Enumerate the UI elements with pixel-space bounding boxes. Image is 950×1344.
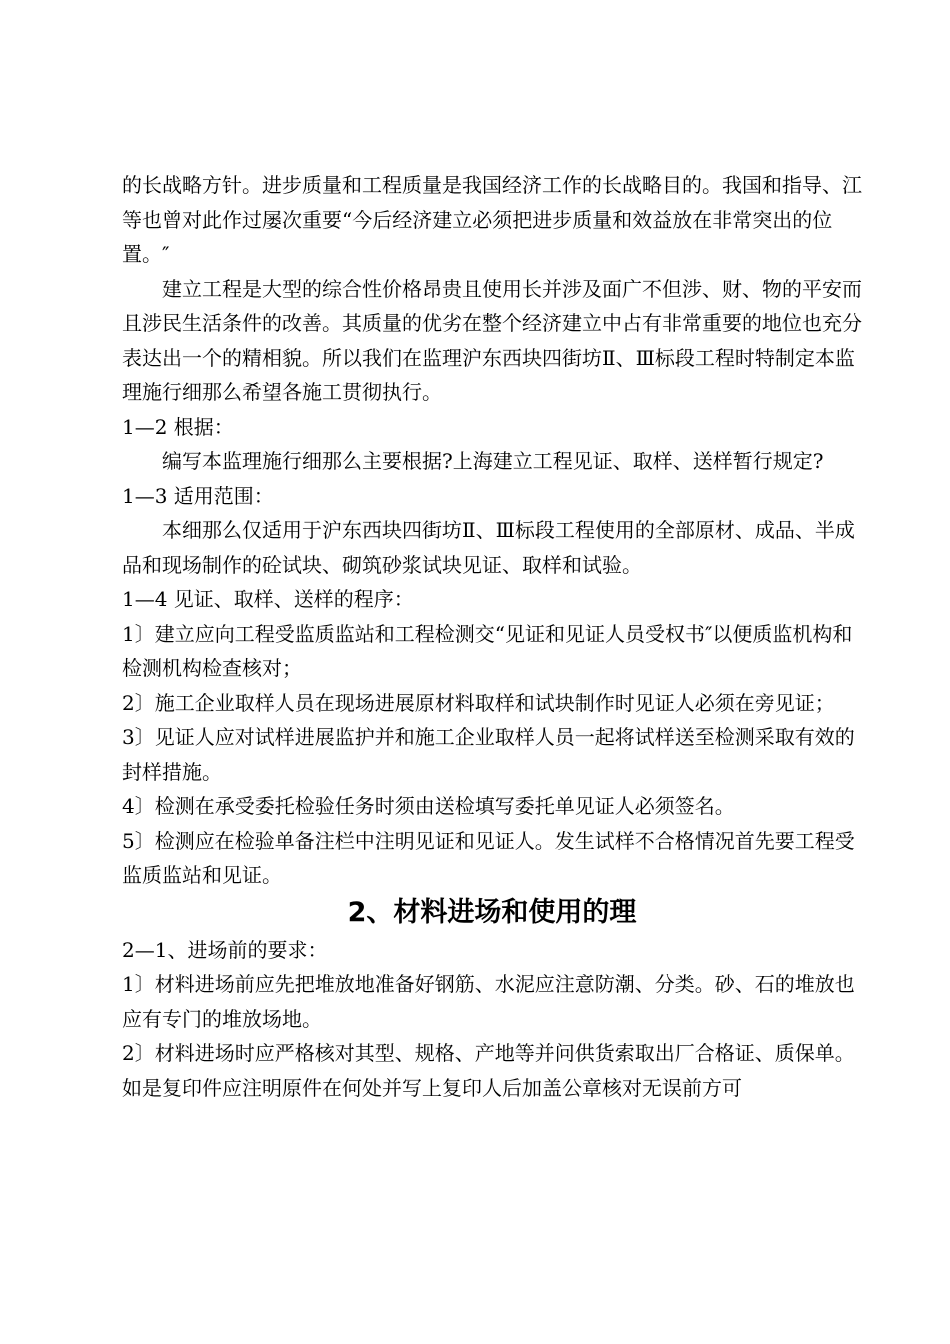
procedure-item-1: 1〕建立应向工程受监质监站和工程检测交“见证和见证人员受权书″以便质监机构和检测机构检查核对； xyxy=(122,621,853,680)
paragraph-strategy: 的长战略方针。进步质量和工程质量是我国经济工作的长战略目的。我国和指导、江等也曾对此作过屡次重要“今后经济建立必须把进步质量和效益放在非常突出的位置。″ xyxy=(122,173,862,266)
subheading-procedure: 1—4 见证、取样、送样的程序： xyxy=(122,587,414,611)
procedure-item-3: 3〕见证人应对试样进展监护并和施工企业取样人员一起将试样送至检测采取有效的封样措施。 xyxy=(122,725,855,784)
entry-item-2: 2〕材料进场时应严格核对其型、规格、产地等并问供货索取出厂合格证、质保单。如是复印件应注明原件在何处并写上复印人后加盖公章核对无误前方可 xyxy=(122,1041,855,1100)
procedure-item-2: 2〕施工企业取样人员在现场进展原材料取样和试块制作时见证人必须在旁见证； xyxy=(122,690,835,715)
document-body xyxy=(122,168,862,1105)
subheading-scope: 1—3 适用范围： xyxy=(122,483,274,508)
paragraph-basis: 编写本监理施行细那么主要根据?上海建立工程见证、取样、送样暂行规定? xyxy=(162,449,824,473)
subheading-before-entry: 2—1、进场前的要求： xyxy=(122,937,328,962)
section-heading: 2、材料进场和使用的理 xyxy=(347,896,637,928)
paragraph-construction-quality: 建立工程是大型的综合性价格昂贵且使用长并涉及面广不但涉、财、物的平安而且涉民生活条件的改善。其质量的优劣在整个经济建立中占有非常重要的地位也充分表达出一个的精相貌。所以我们在监理沪东西块四街坊Ⅱ、Ⅲ标段工程时特制定本监理施行细那么希望各施工贯彻执行。 xyxy=(122,276,862,404)
entry-item-1: 1〕材料进场前应先把堆放地准备好钢筋、水泥应注意防潮、分类。砂、石的堆放也应有专门的堆放场地。 xyxy=(122,972,855,1031)
subheading-basis: 1—2 根据： xyxy=(122,414,234,439)
procedure-item-4: 4〕检测在承受委托检验任务时须由送检填写委托单见证人必须签名。 xyxy=(122,794,735,818)
procedure-item-5: 5〕检测应在检验单备注栏中注明见证和见证人。发生试样不合格情况首先要工程受监质监站和见证。 xyxy=(122,828,855,887)
paragraph-scope: 本细那么仅适用于沪东西块四街坊Ⅱ、Ⅲ标段工程使用的全部原材、成品、半成品和现场制作的砼试块、砌筑砂浆试块见证、取样和试验。 xyxy=(122,518,855,577)
